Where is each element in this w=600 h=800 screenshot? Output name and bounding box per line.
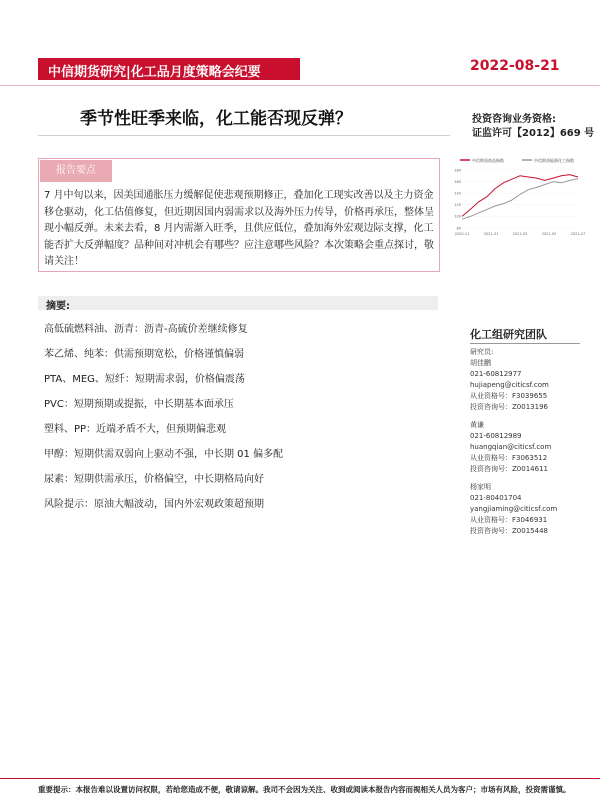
analyst-name: 杨家明 <box>470 483 491 491</box>
abstract-label: 摘要: <box>46 301 70 312</box>
report-title: 季节性旺季来临，化工能否现反弹？ <box>80 109 352 129</box>
header-divider <box>0 85 600 86</box>
analyst-consult-id: 投资咨询号：Z0013196 <box>470 403 548 411</box>
x-tick-label: 2020-11 <box>454 232 470 236</box>
analyst-name: 胡佳鹏 <box>470 359 491 367</box>
analyst-consult-id: 投资咨询号：Z0015448 <box>470 527 548 535</box>
footer-divider <box>0 778 600 779</box>
analyst-email[interactable]: hujiapeng@citicsf.com <box>470 381 549 389</box>
team-divider <box>470 343 580 344</box>
abstract-item: PVC：短期预期或提振，中长期基本面承压 <box>44 399 234 410</box>
abstract-item: 风险提示：原油大幅波动，国内外宏观政策超预期 <box>44 499 264 510</box>
y-tick-label: 160 <box>454 179 461 184</box>
analyst-email[interactable]: yangjiaming@citicsf.com <box>470 505 558 513</box>
analyst-phone: 021-60812977 <box>470 370 522 378</box>
x-tick-label: 2021-05 <box>541 232 557 236</box>
analyst-license: 从业资格号：F3046931 <box>470 516 548 524</box>
analyst-block <box>470 420 551 475</box>
y-tick-label: 180 <box>454 168 461 173</box>
title-divider <box>38 135 450 136</box>
team-title: 化工组研究团队 <box>470 328 547 341</box>
report-date: 2022-08-21 <box>470 58 560 74</box>
abstract-bar <box>38 296 438 310</box>
x-tick-label: 2021-07 <box>570 232 586 236</box>
x-tick-label: 2021-01 <box>483 232 499 236</box>
analyst-license: 从业资格号：F3039655 <box>470 392 548 400</box>
index-chart <box>452 148 586 238</box>
footer-disclaimer: 重要提示：本报告难以设置访问权限，若给您造成不便，敬请谅解。我司不会因为关注、收到或阅读本报告内容而视相关人员为客户；市场有风险，投资需谨慎。 <box>38 785 571 794</box>
y-tick-label: 120 <box>454 203 461 208</box>
analyst-block <box>470 347 549 413</box>
analyst-consult-id: 投资咨询号：Z0014611 <box>470 465 548 473</box>
abstract-item: 塑料、PP：近端矛盾不大，但预期偏悲观 <box>44 424 227 435</box>
abstract-item: 苯乙烯、纯苯：供需预期宽松，价格谨慎偏弱 <box>44 349 244 360</box>
analyst-license: 从业资格号：F3063512 <box>470 454 548 462</box>
legend-label: 中信期货能源化工指数 <box>534 158 574 163</box>
analyst-role: 研究员: <box>470 348 494 356</box>
summary-text: 7 月中旬以来，因美国通胀压力缓解促使悲观预期修正，叠加化工现实改善以及主力资金移仓驱动，化工估值修复，但近期因国内弱需求以及海外压力传导，价格再承压，整体呈现小幅反弹。未来去看，8 月内需渐入旺季，且供应低位，叠加海外宏观边际支撑，化工能否扩大反弹幅度？品种间对冲机会有哪些？应注意哪些风险？本次策略会重点探讨，敬请关注！ <box>44 190 434 267</box>
legend-label: 中信期货商品指数 <box>472 158 504 163</box>
abstract-item: PTA、MEG、短纤：短期需求弱，价格偏震荡 <box>44 374 245 385</box>
qualification-line-1: 投资咨询业务资格: <box>472 114 556 125</box>
analyst-block <box>470 482 557 537</box>
header-banner: 中信期货研究|化工品月度策略会纪要 <box>48 65 261 80</box>
abstract-item: 尿素：短期供需承压，价格偏空，中长期格局向好 <box>44 474 264 485</box>
analyst-email[interactable]: huangqian@citicsf.com <box>470 443 552 451</box>
analyst-name: 黄谦 <box>470 421 484 429</box>
qualification-line-2: 证监许可【2012】669 号 <box>472 128 595 139</box>
y-tick-label: 80 <box>456 226 461 231</box>
abstract-item: 高低硫燃料油、沥青：沥青-高硫价差继续修复 <box>44 324 248 335</box>
analyst-phone: 021-80401704 <box>470 494 522 502</box>
y-tick-label: 100 <box>454 214 461 219</box>
y-tick-label: 140 <box>454 191 461 196</box>
x-tick-label: 2021-03 <box>512 232 528 236</box>
analyst-phone: 021-60812989 <box>470 432 522 440</box>
series-line <box>462 179 578 220</box>
summary-tag: 报告要点 <box>40 160 112 182</box>
abstract-item: 甲醇：短期供需双弱向上驱动不强，中长期 01 偏多配 <box>44 449 284 460</box>
series-line <box>462 175 578 217</box>
